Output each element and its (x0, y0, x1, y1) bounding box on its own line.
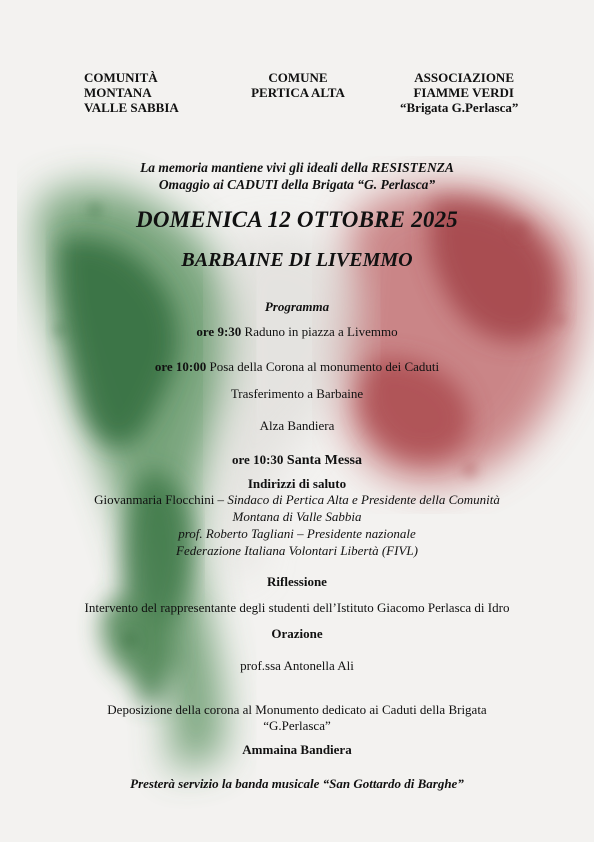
greetings-line (0, 492, 594, 508)
oration-speaker: prof.ssa Antonella Ali (240, 658, 354, 673)
programme-time: ore 10:00 (154, 359, 207, 374)
programme-time: ore 10:30 (232, 452, 284, 467)
greetings-line: prof. Roberto Tagliani – Presidente nazionale (178, 526, 416, 541)
greetings-line: Federazione Italiana Volontari Libertà (FIVL) (176, 543, 418, 558)
event-place: BARBAINE DI LIVEMMO (181, 249, 413, 271)
programme-item (0, 418, 594, 434)
programme-text: Alza Bandiera (259, 418, 335, 433)
organizer-line: PERTICA ALTA (251, 85, 345, 100)
tagline-memoria: La memoria mantiene vivi gli ideali della RESISTENZA (140, 160, 454, 175)
programme-time: ore 9:30 (196, 324, 242, 339)
organizer-comune (246, 70, 350, 100)
organizer-line: VALLE SABBIA (84, 100, 179, 115)
deposition-line: “G.Perlasca” (263, 718, 331, 733)
programme-heading: Programma (264, 299, 330, 314)
organizer-line: “Brigata G.Perlasca” (400, 100, 519, 115)
reflection-heading: Riflessione (267, 574, 327, 589)
programme-item (0, 324, 594, 340)
organizer-line: ASSOCIAZIONE (414, 70, 514, 85)
programme-item (0, 452, 594, 469)
lower-flag: Ammaina Bandiera (242, 742, 352, 757)
organizer-line: COMUNITÀ (84, 70, 158, 85)
programme-text: Trasferimento a Barbaine (230, 386, 364, 401)
organizer-line: MONTANA (84, 85, 152, 100)
band-notice: Presterà servizio la banda musicale “San Gottardo di Barghe” (130, 776, 464, 791)
deposition-line: Deposizione della corona al Monumento dedicato ai Caduti della Brigata (107, 702, 487, 717)
organizer-associazione (400, 70, 519, 115)
greeting-name: Giovanmaria Flocchini – (94, 492, 228, 507)
programme-item (0, 359, 594, 375)
programme-text: Raduno in piazza a Livemmo (241, 324, 398, 339)
organizer-comunita-montana (84, 70, 179, 115)
greeting-role: Sindaco di Pertica Alta e Presidente della Comunità (227, 492, 500, 507)
programme-item (0, 386, 594, 402)
organizer-line: COMUNE (268, 70, 328, 85)
greetings-line: Montana di Valle Sabbia (232, 509, 362, 524)
oration-heading: Orazione (271, 626, 323, 641)
organizer-line: FIAMME VERDI (413, 85, 514, 100)
greetings-heading: Indirizzi di saluto (247, 476, 347, 491)
reflection-text: Intervento del rappresentante degli studenti dell’Istituto Giacomo Perlasca di Idro (84, 600, 510, 615)
tagline-omaggio: Omaggio ai CADUTI della Brigata “G. Perlasca” (158, 177, 436, 192)
programme-text: Santa Messa (283, 453, 362, 468)
event-date: DOMENICA 12 OTTOBRE 2025 (136, 207, 458, 232)
programme-text: Posa della Corona al monumento dei Caduti (206, 359, 440, 374)
